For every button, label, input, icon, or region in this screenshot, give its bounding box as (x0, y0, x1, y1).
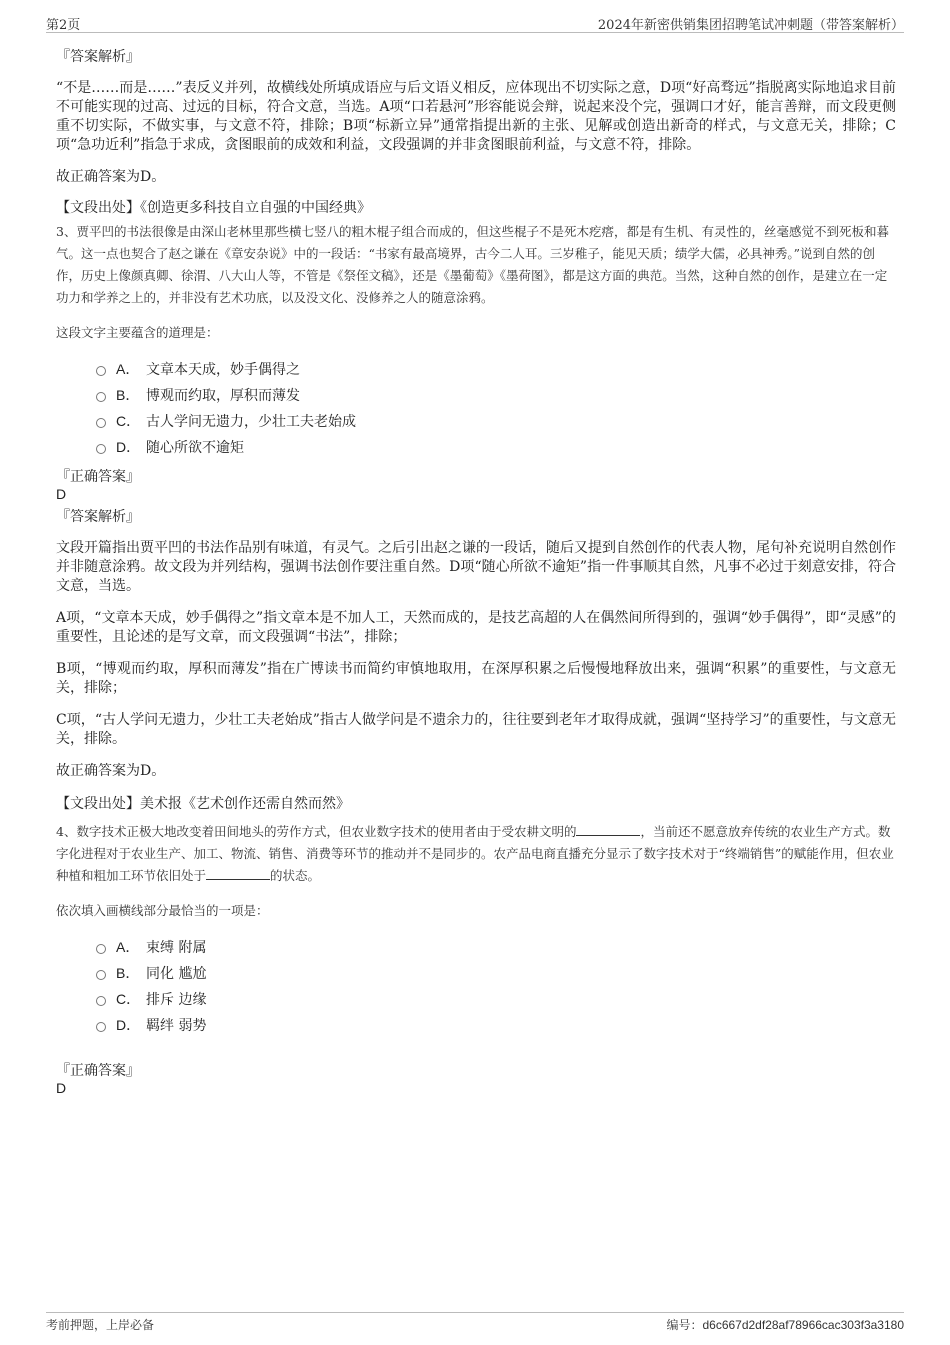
radio-icon[interactable] (96, 418, 106, 428)
document-id: 编号：d6c667d2df28af78966cac303f3a3180 (666, 1318, 904, 1332)
option-text: 文章本天成，妙手偶得之 (146, 362, 300, 378)
page-number: 第2页 (46, 18, 81, 33)
option-b[interactable]: B． 同化 尴尬 (96, 960, 896, 986)
option-list (56, 356, 896, 460)
radio-icon[interactable] (96, 366, 106, 376)
option-text: 束缚 附属 (146, 940, 207, 956)
source-citation: 【文段出处】《创造更多科技自立自强的中国经典》 (56, 200, 371, 216)
correct-answer-label: 『正确答案』 (56, 469, 140, 485)
fill-blank (576, 823, 640, 836)
radio-icon[interactable] (96, 392, 106, 402)
option-text: 同化 尴尬 (146, 966, 207, 982)
document-body (56, 44, 896, 1096)
analysis-text: “不是……而是……”表反义并列，故横线处所填成语应与后文语义相反，应体现出不切实际之意，D项“好高骛远”指脱离实际地追求目前不可能实现的过高、过远的目标，符合文意，当选。A项“口若悬河”形容能说会辩，说起来没个完，强调口才好，能言善辩，而文段更侧重不切实际，不做实事，与文意不符，排除；B项“标新立异”通常指提出新的主张、见解或创造出新奇的样式，与文意无关，排除；C项“急功近利”指急于求成，贪图眼前的成效和利益，文段强调的并非贪图眼前利益，与文意不符，排除。 (56, 80, 896, 153)
option-a[interactable]: A． 文章本天成，妙手偶得之 (96, 356, 896, 382)
document-title: 2024年新密供销集团招聘笔试冲刺题（带答案解析） (597, 18, 904, 33)
radio-icon[interactable] (96, 970, 106, 980)
option-c[interactable]: C． 古人学问无遗力，少壮工夫老始成 (96, 408, 896, 434)
option-text: 羁绊 弱势 (146, 1018, 207, 1034)
footer-slogan: 考前押题，上岸必备 (46, 1318, 155, 1332)
option-c[interactable]: C． 排斥 边缘 (96, 986, 896, 1012)
source-citation: 【文段出处】美术报《艺术创作还需自然而然》 (56, 796, 350, 812)
option-b[interactable]: B． 博观而约取，厚积而薄发 (96, 382, 896, 408)
conclusion-text: 故正确答案为D。 (56, 169, 166, 185)
correct-answer-label: 『正确答案』 (56, 1063, 140, 1079)
option-text: 随心所欲不逾矩 (146, 440, 244, 456)
radio-icon[interactable] (96, 444, 106, 454)
correct-answer: D (56, 486, 67, 502)
page-footer (46, 1312, 904, 1335)
analysis-paragraph: 文段开篇指出贾平凹的书法作品别有味道，有灵气。之后引出赵之谦的一段话，随后又提到自然创作的代表人物，尾句补充说明自然创作并非随意涂鸦。故文段为并列结构，强调书法创作要注重自然。D项“随心所欲不逾矩”指一件事顺其自然，凡事不必过于刻意安排，符合文意，当选。 (56, 540, 896, 594)
question-prompt: 依次填入画横线部分最恰当的一项是： (56, 902, 269, 918)
page-header (46, 12, 904, 33)
fill-blank (206, 867, 270, 880)
analysis-paragraph: B项，“博观而约取，厚积而薄发”指在广博读书而简约审慎地取用，在深厚积累之后慢慢地释放出来，强调“积累”的重要性，与文意无关，排除； (56, 661, 896, 696)
analysis-paragraph: A项，“文章本天成，妙手偶得之”指文章本是不加人工，天然而成的，是技艺高超的人在偶然间所得到的，强调“妙手偶得”，即“灵感”的重要性，且论述的是写文章，而文段强调“书法”，排除； (56, 610, 896, 645)
question-prompt: 这段文字主要蕴含的道理是： (56, 324, 219, 340)
analysis-label: 『答案解析』 (56, 509, 140, 525)
radio-icon[interactable] (96, 996, 106, 1006)
correct-answer: D (56, 1080, 67, 1096)
question-stem: 3、贾平凹的书法很像是由深山老林里那些横七竖八的粗木棍子组合而成的，但这些棍子不是死木疙瘩，都是有生机、有灵性的，丝毫感觉不到死板和暮气。这一点也契合了赵之谦在《章安杂说》中的一段话：“书家有最高境界，古今二人耳。三岁稚子，能见天质；绩学大儒，必具神秀。”说到自然的创作，历史上像颜真卿、徐渭、八大山人等，不管是《祭侄文稿》，还是《墨葡萄》《墨荷图》，都是这方面的典范。当然，这种自然的创作，是建立在一定功力和学养之上的，并非没有艺术功底，以及没文化、没修养之人的随意涂鸦。 (56, 224, 889, 305)
conclusion-text: 故正确答案为D。 (56, 763, 166, 779)
radio-icon[interactable] (96, 944, 106, 954)
option-text: 博观而约取，厚积而薄发 (146, 388, 300, 404)
analysis-label: 『答案解析』 (56, 49, 140, 65)
question-stem: 4、数字技术正极大地改变着田间地头的劳作方式，但农业数字技术的使用者由于受农耕文明的 ，当前还不愿意放弃传统的农业生产方式。数字化进程对于农业生产、加工、物流、销售、消费等环节的推动并不是同步的。农产品电商直播充分显示了数字技术对于“终端销售”的赋能作用，但农业种植和粗加工环节依旧处于 的状态。 (56, 824, 894, 883)
analysis-paragraph: C项，“古人学问无遗力，少壮工夫老始成”指古人做学问是不遗余力的，往往要到老年才取得成就，强调“坚持学习”的重要性，与文意无关，排除。 (56, 712, 896, 747)
option-a[interactable]: A． 束缚 附属 (96, 934, 896, 960)
option-text: 排斥 边缘 (146, 992, 207, 1008)
option-list (56, 934, 896, 1038)
radio-icon[interactable] (96, 1022, 106, 1032)
option-text: 古人学问无遗力，少壮工夫老始成 (146, 414, 356, 430)
option-d[interactable]: D． 羁绊 弱势 (96, 1012, 896, 1038)
option-d[interactable]: D． 随心所欲不逾矩 (96, 434, 896, 460)
